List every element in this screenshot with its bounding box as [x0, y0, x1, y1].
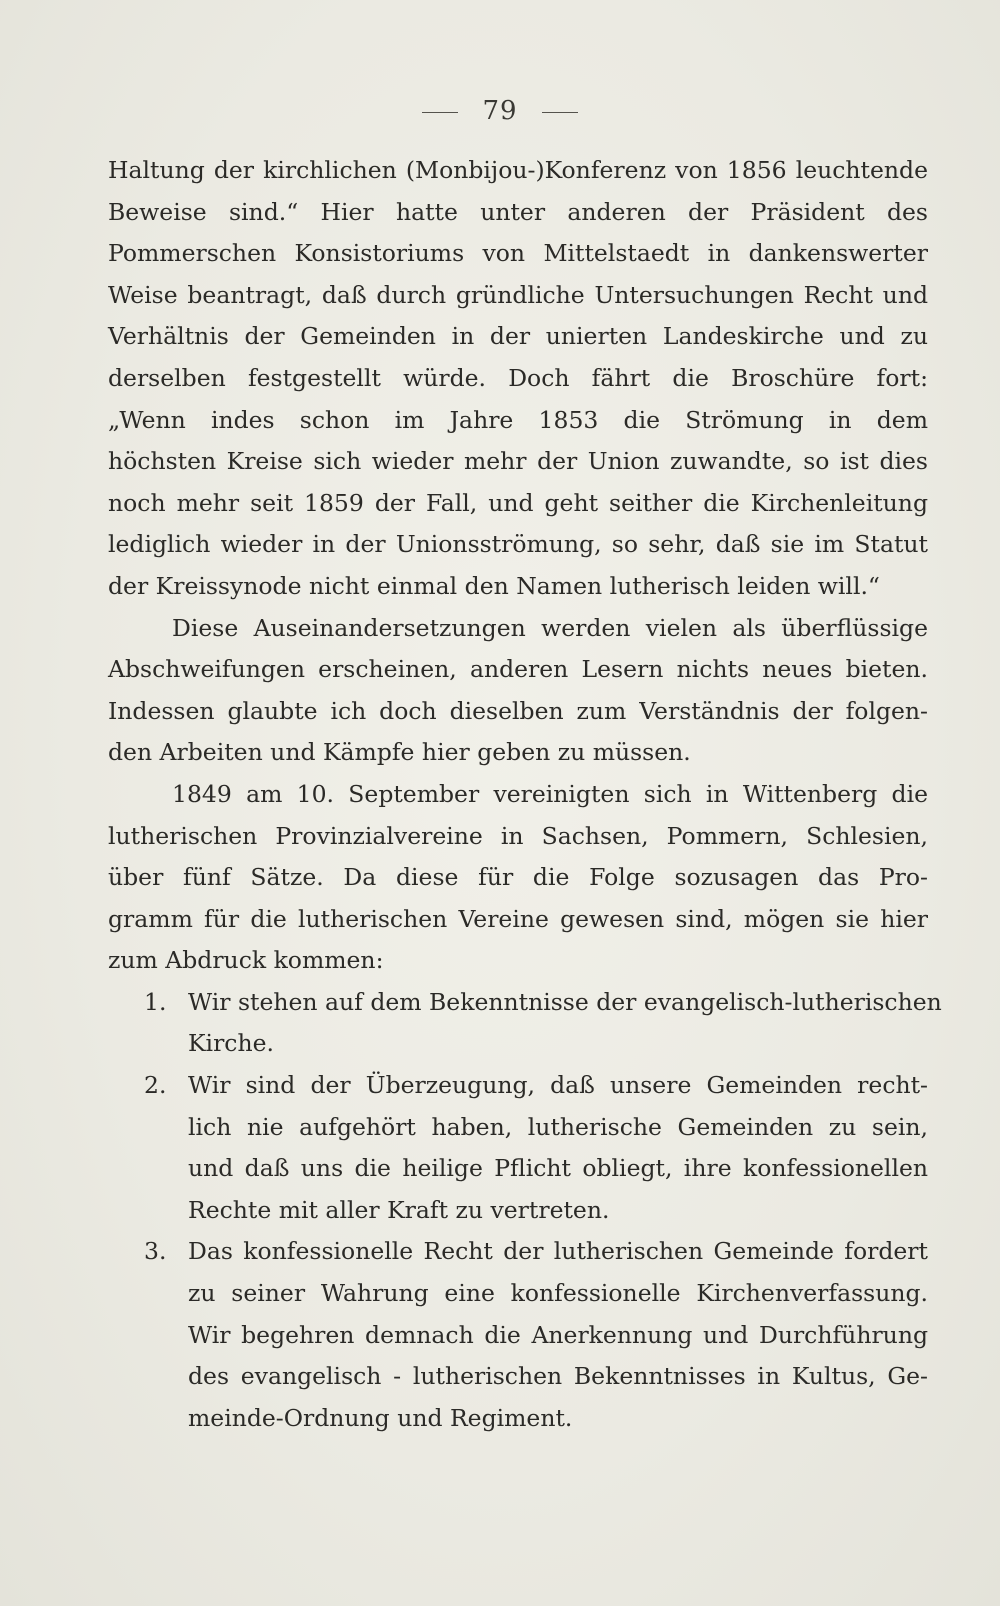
page-number-dash-left	[422, 112, 458, 113]
list-item-line: und daß uns die heilige Pflicht obliegt, ihre konfessionellen	[188, 1154, 928, 1183]
list-item-number: 3.	[144, 1237, 167, 1266]
text-line: Weise beantragt, daß durch gründliche Untersuchungen Recht und	[108, 280, 928, 309]
list-item-line: zu seiner Wahrung eine konfessionelle Kirchenverfassung.	[188, 1279, 928, 1308]
text-line: Haltung der kirchlichen (Monbijou-)Konferenz von 1856 leuchtende	[108, 156, 928, 184]
text-line: Diese Auseinandersetzungen werden vielen als überflüssige	[172, 613, 928, 642]
list-item	[108, 982, 942, 1065]
text-line: Abschweifungen erscheinen, anderen Lesern nichts neues bieten.	[108, 655, 928, 684]
list-item-number: 2.	[144, 1071, 167, 1100]
text-line: Indessen glaubte ich doch dieselben zum Verständnis der folgen-	[108, 696, 928, 725]
list-item-line: Rechte mit aller Kraft zu vertreten.	[188, 1195, 610, 1224]
text-line: höchsten Kreise sich wieder mehr der Union zuwandte, so ist dies	[108, 447, 928, 476]
list-item	[108, 1231, 928, 1439]
list-item-line: Wir begehren demnach die Anerkennung und Durchführung	[188, 1320, 928, 1349]
text-line: über fünf Sätze. Da diese für die Folge sozusagen das Pro-	[108, 863, 928, 892]
page-number	[0, 96, 1000, 126]
text-line: „Wenn indes schon im Jahre 1853 die Strömung in dem	[108, 405, 928, 434]
text-line: Pommerschen Konsistoriums von Mittelstaedt in dankenswerter	[108, 239, 928, 268]
text-line: den Arbeiten und Kämpfe hier geben zu müssen.	[108, 738, 691, 767]
body-text	[108, 150, 942, 1439]
text-line: lutherischen Provinzialvereine in Sachsen, Pommern, Schlesien,	[108, 821, 928, 850]
page-number-value: 79	[482, 96, 518, 126]
list-item-number: 1.	[144, 987, 167, 1016]
list-item	[108, 1065, 928, 1231]
paragraph	[108, 608, 928, 774]
text-line: der Kreissynode nicht einmal den Namen lutherisch leiden will.“	[108, 571, 880, 600]
text-line: zum Abdruck kommen:	[108, 946, 384, 975]
text-line: lediglich wieder in der Unionsströmung, so sehr, daß sie im Statut	[108, 530, 928, 559]
text-line: Verhältnis der Gemeinden in der unierten Landeskirche und zu	[108, 322, 928, 351]
list-item-line: Wir sind der Überzeugung, daß unsere Gemeinden recht-	[188, 1071, 928, 1100]
paragraph	[108, 150, 928, 608]
text-line: 1849 am 10. September vereinigten sich in Wittenberg die	[172, 779, 928, 808]
list-item-line: Wir stehen auf dem Bekenntnisse der evangelisch-lutherischen	[188, 987, 942, 1016]
text-line: gramm für die lutherischen Vereine gewesen sind, mögen sie hier	[108, 904, 928, 933]
list-item-line: meinde-Ordnung und Regiment.	[188, 1403, 573, 1432]
text-line: Beweise sind.“ Hier hatte unter anderen der Präsident des	[108, 197, 928, 226]
list-item-line: Kirche.	[188, 1029, 274, 1058]
list-item-line: Das konfessionelle Recht der lutherischen Gemeinde fordert	[188, 1237, 928, 1266]
text-line: derselben festgestellt würde. Doch fährt die Broschüre fort:	[108, 363, 928, 392]
list-item-line: des evangelisch - lutherischen Bekenntnisses in Kultus, Ge-	[188, 1362, 928, 1391]
list-item-line: lich nie aufgehört haben, lutherische Gemeinden zu sein,	[188, 1112, 928, 1141]
text-line: noch mehr seit 1859 der Fall, und geht seither die Kirchenleitung	[108, 488, 928, 517]
page-number-dash-right	[542, 112, 578, 113]
paragraph	[108, 774, 928, 982]
